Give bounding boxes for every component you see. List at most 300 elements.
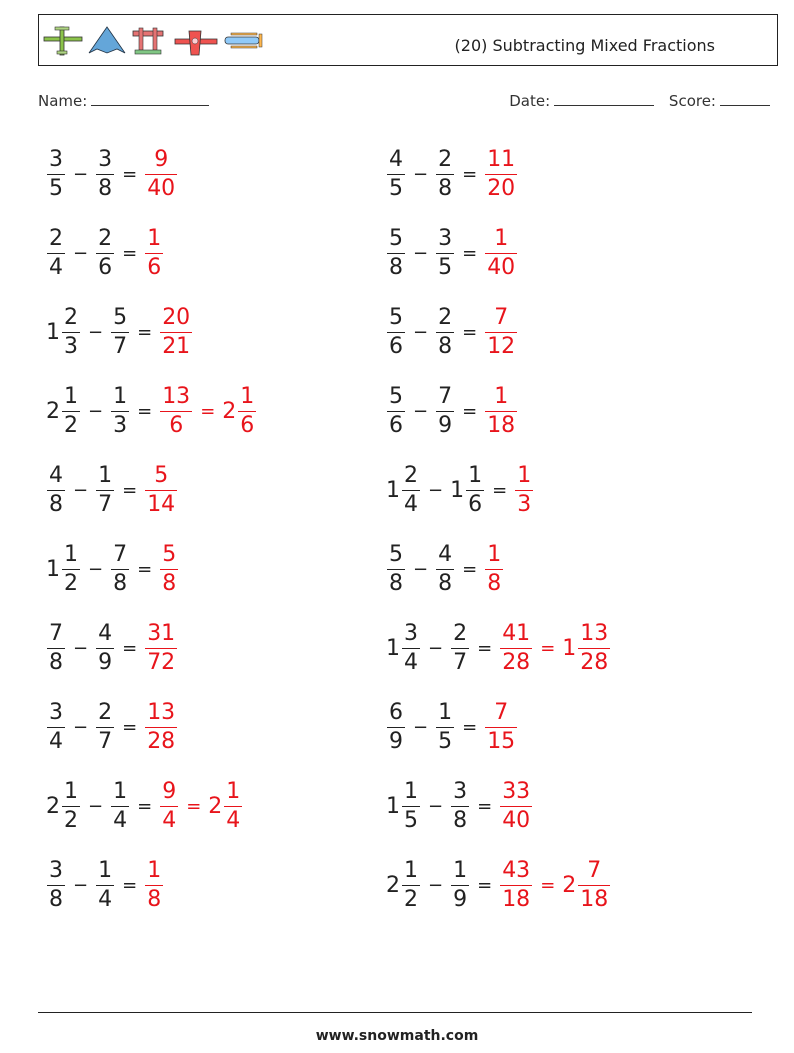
minuend-fraction-numerator: 7 <box>49 620 63 646</box>
answer-mixed-number-numerator: 7 <box>587 857 602 883</box>
subtrahend-fraction <box>436 306 454 359</box>
equals-sign: = <box>492 479 508 501</box>
minus-sign: − <box>428 479 444 501</box>
answer-mixed-number-whole: 1 <box>562 635 577 661</box>
minus-sign: − <box>413 716 429 738</box>
minuend-fraction-numerator: 1 <box>404 857 418 883</box>
answer-fraction-numerator: 1 <box>147 225 162 251</box>
subtrahend-fraction-numerator: 7 <box>438 383 453 409</box>
subtrahend-fraction <box>111 306 129 359</box>
minuend-fraction <box>402 622 420 675</box>
minuend-fraction-denominator: 4 <box>49 254 63 280</box>
subtrahend-fraction <box>111 780 129 833</box>
subtrahend-fraction-bar <box>111 332 129 333</box>
subtrahend-fraction-numerator: 1 <box>98 857 113 883</box>
subtrahend-fraction <box>111 543 129 596</box>
equals-sign: = <box>462 400 478 422</box>
minuend-fraction-numerator: 1 <box>64 541 78 567</box>
answer-fraction-denominator: 4 <box>162 807 177 833</box>
minuend-fraction-numerator: 5 <box>389 383 403 409</box>
footer-url[interactable]: www.snowmath.com <box>315 1028 479 1044</box>
minus-sign: − <box>413 400 429 422</box>
minus-sign: − <box>428 795 444 817</box>
answer-fraction-bar <box>500 885 532 886</box>
equals-sign: = <box>462 242 478 264</box>
answer-mixed-number-numerator: 1 <box>240 383 255 409</box>
plane-icon-1 <box>44 27 82 55</box>
problem-item <box>386 302 518 362</box>
subtrahend-fraction <box>451 622 469 675</box>
problem-item <box>46 460 178 520</box>
minuend-fraction-denominator: 8 <box>389 570 403 596</box>
subtrahend-fraction <box>96 859 114 912</box>
answer-fraction-bar <box>485 569 503 570</box>
problem-item <box>386 618 611 678</box>
answer-fraction <box>500 859 532 912</box>
subtrahend-fraction-bar <box>111 569 129 570</box>
minus-sign: − <box>413 163 429 185</box>
subtrahend-fraction <box>436 385 454 438</box>
answer-fraction-denominator: 72 <box>147 649 176 675</box>
answer-mixed-number-denominator: 18 <box>580 886 609 912</box>
minus-sign: − <box>413 558 429 580</box>
subtrahend-fraction-denominator: 9 <box>98 649 113 675</box>
answer <box>499 780 533 833</box>
subtrahend-fraction-bar <box>436 569 454 570</box>
answer-fraction-numerator: 1 <box>494 225 509 251</box>
answer-fraction-numerator: 1 <box>494 383 509 409</box>
answer-fraction <box>485 148 517 201</box>
answer-fraction-bar <box>145 174 177 175</box>
answer-fraction-bar <box>485 411 517 412</box>
subtrahend-fraction-denominator: 5 <box>438 728 453 754</box>
date-label: Date: <box>509 92 551 110</box>
subtrahend-fraction-denominator: 6 <box>468 491 483 517</box>
subtrahend-fraction-numerator: 2 <box>98 699 113 725</box>
answer <box>499 622 611 675</box>
answer <box>484 306 518 359</box>
minuend-fraction-numerator: 4 <box>49 462 63 488</box>
date-score-fields <box>499 92 770 110</box>
answer-mixed-number-numerator: 1 <box>226 778 241 804</box>
minuend-fraction-numerator: 1 <box>404 778 418 804</box>
answer-fraction-denominator: 15 <box>487 728 516 754</box>
answer-fraction <box>160 780 178 833</box>
problem-item <box>46 697 178 757</box>
minuend-fraction-denominator: 2 <box>64 412 78 438</box>
minuend-fraction <box>47 622 65 675</box>
subtrahend-fraction-numerator: 1 <box>98 462 113 488</box>
answer-fraction <box>145 701 177 754</box>
subtrahend-fraction-denominator: 8 <box>438 175 453 201</box>
answer <box>484 385 518 438</box>
answer-mixed-number-bar <box>578 885 610 886</box>
answer-fraction-denominator: 40 <box>147 175 176 201</box>
answer <box>484 543 504 596</box>
answer-mixed-number-denominator: 28 <box>580 649 609 675</box>
answer-equals-sign: = <box>540 637 556 659</box>
minuend-fraction-denominator: 2 <box>64 807 78 833</box>
minuend-fraction <box>402 780 420 833</box>
minus-sign: − <box>413 242 429 264</box>
minuend-fraction <box>47 701 65 754</box>
answer-fraction-denominator: 6 <box>147 254 162 280</box>
answer-fraction-bar <box>145 490 177 491</box>
plane-icon-3 <box>133 28 163 54</box>
minuend-fraction-denominator: 8 <box>49 491 63 517</box>
answer-mixed-number <box>238 385 256 438</box>
minuend-fraction-whole: 2 <box>46 398 60 424</box>
answer-fraction-numerator: 9 <box>154 146 169 172</box>
problem-item <box>386 855 611 915</box>
plane-icon-5 <box>225 33 262 48</box>
minuend-fraction-bar <box>62 806 80 807</box>
answer-mixed-number-denominator: 6 <box>240 412 255 438</box>
equals-sign: = <box>462 321 478 343</box>
subtrahend-fraction-numerator: 1 <box>453 857 468 883</box>
answer-equals-sign: = <box>186 795 202 817</box>
answer-fraction-denominator: 28 <box>147 728 176 754</box>
subtrahend-fraction-numerator: 5 <box>113 304 128 330</box>
minuend-fraction-denominator: 5 <box>389 175 403 201</box>
minuend-fraction <box>387 306 405 359</box>
answer-fraction-denominator: 20 <box>487 175 516 201</box>
subtrahend-fraction-denominator: 9 <box>453 886 468 912</box>
answer-mixed-number <box>578 622 610 675</box>
answer-fraction-denominator: 14 <box>147 491 176 517</box>
minus-sign: − <box>88 558 104 580</box>
minuend-fraction-bar <box>387 174 405 175</box>
minuend-fraction <box>402 464 420 517</box>
subtrahend-fraction-whole: 1 <box>450 477 465 503</box>
minuend-fraction-denominator: 8 <box>49 886 63 912</box>
equals-sign: = <box>137 795 153 817</box>
header-icons <box>41 23 271 63</box>
minuend-fraction-denominator: 4 <box>49 728 63 754</box>
answer-equals-sign: = <box>540 874 556 896</box>
answer-fraction-denominator: 12 <box>487 333 516 359</box>
subtrahend-fraction-numerator: 3 <box>453 778 468 804</box>
minuend-fraction-numerator: 2 <box>64 304 78 330</box>
equals-sign: = <box>122 242 138 264</box>
answer <box>144 622 178 675</box>
minuend-fraction-numerator: 2 <box>404 462 418 488</box>
subtrahend-fraction-numerator: 4 <box>438 541 453 567</box>
answer-fraction-denominator: 40 <box>487 254 516 280</box>
minuend-fraction-denominator: 6 <box>389 412 403 438</box>
minuend-fraction <box>387 701 405 754</box>
answer-fraction-denominator: 3 <box>517 491 532 517</box>
problem-item <box>386 539 504 599</box>
subtrahend-fraction-bar <box>436 174 454 175</box>
minuend-fraction-whole: 1 <box>386 477 400 503</box>
minus-sign: − <box>88 321 104 343</box>
answer <box>484 701 518 754</box>
minuend-fraction-denominator: 5 <box>404 807 418 833</box>
date-blank-line[interactable] <box>554 93 654 106</box>
minuend-fraction-bar <box>402 648 420 649</box>
score-label: Score: <box>668 92 716 110</box>
minuend-fraction-denominator: 2 <box>64 570 78 596</box>
answer-fraction <box>485 701 517 754</box>
answer-fraction-numerator: 43 <box>502 857 531 883</box>
subtrahend-fraction <box>466 464 484 517</box>
minuend-fraction <box>62 385 80 438</box>
minus-sign: − <box>73 874 89 896</box>
answer-fraction-bar <box>160 806 178 807</box>
answer <box>144 227 164 280</box>
answer-fraction-bar <box>160 332 192 333</box>
answer-fraction <box>485 385 517 438</box>
answer-fraction-numerator: 1 <box>487 541 502 567</box>
minuend-fraction <box>387 148 405 201</box>
subtrahend-fraction-bar <box>436 411 454 412</box>
answer-fraction-bar <box>160 411 192 412</box>
subtrahend-fraction-numerator: 2 <box>438 304 453 330</box>
answer-fraction <box>145 464 177 517</box>
problem-item <box>386 776 533 836</box>
minuend-fraction-numerator: 5 <box>389 304 403 330</box>
equals-sign: = <box>462 163 478 185</box>
subtrahend-fraction-denominator: 6 <box>98 254 113 280</box>
minuend-fraction-denominator: 9 <box>389 728 403 754</box>
subtrahend-fraction <box>436 227 454 280</box>
answer <box>159 385 257 438</box>
minuend-fraction-bar <box>387 569 405 570</box>
answer-mixed-number-whole: 2 <box>208 793 223 819</box>
minus-sign: − <box>73 716 89 738</box>
answer <box>159 780 243 833</box>
minuend-fraction-bar <box>402 806 420 807</box>
plane-icon-2 <box>89 27 125 53</box>
answer-fraction-bar <box>145 253 163 254</box>
minus-sign: − <box>428 874 444 896</box>
subtrahend-fraction-numerator: 2 <box>98 225 113 251</box>
subtrahend-fraction-numerator: 1 <box>438 699 453 725</box>
answer-mixed-number-whole: 2 <box>222 398 237 424</box>
subtrahend-fraction-bar <box>96 648 114 649</box>
answer-fraction-denominator: 18 <box>502 886 531 912</box>
answer-fraction <box>485 306 517 359</box>
answer-fraction-denominator: 8 <box>147 886 162 912</box>
problem-item <box>46 144 178 204</box>
answer-mixed-number <box>224 780 242 833</box>
equals-sign: = <box>477 637 493 659</box>
minus-sign: − <box>73 637 89 659</box>
subtrahend-fraction <box>436 543 454 596</box>
answer-fraction <box>485 227 517 280</box>
answer-mixed-number-numerator: 13 <box>580 620 609 646</box>
subtrahend-fraction-denominator: 4 <box>113 807 128 833</box>
minuend-fraction <box>402 859 420 912</box>
answer-fraction-numerator: 33 <box>502 778 531 804</box>
minuend-fraction-bar <box>47 253 65 254</box>
minuend-fraction-bar <box>47 885 65 886</box>
answer <box>514 464 534 517</box>
subtrahend-fraction <box>96 227 114 280</box>
answer-mixed-number-bar <box>238 411 256 412</box>
subtrahend-fraction-bar <box>466 490 484 491</box>
minuend-fraction-bar <box>387 332 405 333</box>
name-label: Name: <box>38 92 88 110</box>
minuend-fraction-bar <box>387 411 405 412</box>
subtrahend-fraction-bar <box>96 885 114 886</box>
subtrahend-fraction-numerator: 3 <box>98 146 113 172</box>
answer-fraction-denominator: 40 <box>502 807 531 833</box>
answer <box>144 464 178 517</box>
minuend-fraction <box>387 543 405 596</box>
subtrahend-fraction-bar <box>96 253 114 254</box>
problem-item <box>46 223 164 283</box>
problem-item <box>386 144 518 204</box>
minuend-fraction-numerator: 1 <box>64 778 78 804</box>
problem-item <box>46 776 243 836</box>
answer-mixed-number-bar <box>224 806 242 807</box>
subtrahend-fraction <box>96 622 114 675</box>
subtrahend-fraction <box>111 385 129 438</box>
subtrahend-fraction <box>436 148 454 201</box>
subtrahend-fraction-bar <box>96 727 114 728</box>
subtrahend-fraction-denominator: 8 <box>438 570 453 596</box>
answer <box>159 306 193 359</box>
minuend-fraction-whole: 1 <box>46 556 60 582</box>
subtrahend-fraction-denominator: 7 <box>113 333 128 359</box>
subtrahend-fraction-denominator: 4 <box>98 886 113 912</box>
equals-sign: = <box>122 637 138 659</box>
answer <box>499 859 611 912</box>
score-blank-line[interactable] <box>720 93 770 106</box>
problem-item <box>46 381 257 441</box>
name-blank-line[interactable] <box>91 93 209 106</box>
answer-fraction-denominator: 8 <box>487 570 502 596</box>
answer-fraction-numerator: 11 <box>487 146 516 172</box>
minus-sign: − <box>73 242 89 264</box>
name-field[interactable] <box>38 92 209 110</box>
minuend-fraction-bar <box>47 174 65 175</box>
answer-fraction <box>500 780 532 833</box>
answer-mixed-number-bar <box>578 648 610 649</box>
minuend-fraction-numerator: 5 <box>389 225 403 251</box>
answer-fraction-numerator: 13 <box>162 383 191 409</box>
subtrahend-fraction-bar <box>111 411 129 412</box>
minuend-fraction <box>47 227 65 280</box>
problem-item <box>386 223 518 283</box>
answer <box>144 859 164 912</box>
minuend-fraction-denominator: 2 <box>404 886 418 912</box>
minuend-fraction-denominator: 6 <box>389 333 403 359</box>
minuend-fraction-whole: 2 <box>46 793 60 819</box>
minuend-fraction <box>47 859 65 912</box>
answer-fraction-bar <box>485 727 517 728</box>
minuend-fraction-denominator: 8 <box>389 254 403 280</box>
subtrahend-fraction-bar <box>96 490 114 491</box>
answer-mixed-number <box>578 859 610 912</box>
equals-sign: = <box>122 874 138 896</box>
subtrahend-fraction-numerator: 4 <box>98 620 113 646</box>
subtrahend-fraction-denominator: 7 <box>453 649 468 675</box>
problem-item <box>386 697 518 757</box>
answer-fraction <box>485 543 503 596</box>
answer-fraction-numerator: 7 <box>494 699 509 725</box>
answer-fraction-numerator: 20 <box>162 304 191 330</box>
minuend-fraction <box>62 543 80 596</box>
answer-fraction <box>160 306 192 359</box>
minuend-fraction-numerator: 3 <box>49 699 63 725</box>
subtrahend-fraction-denominator: 3 <box>113 412 128 438</box>
problem-item <box>386 460 534 520</box>
minuend-fraction-whole: 1 <box>46 319 60 345</box>
answer-mixed-number-denominator: 4 <box>226 807 241 833</box>
subtrahend-fraction <box>96 148 114 201</box>
footer-divider <box>38 1012 752 1013</box>
subtrahend-fraction-denominator: 5 <box>438 254 453 280</box>
minuend-fraction <box>387 385 405 438</box>
minuend-fraction <box>47 148 65 201</box>
minuend-fraction-bar <box>402 885 420 886</box>
subtrahend-fraction <box>96 464 114 517</box>
minus-sign: − <box>88 400 104 422</box>
answer-fraction <box>160 543 178 596</box>
answer-fraction-numerator: 1 <box>147 857 162 883</box>
equals-sign: = <box>137 321 153 343</box>
answer-fraction-bar <box>500 648 532 649</box>
answer-fraction <box>145 622 177 675</box>
subtrahend-fraction <box>451 780 469 833</box>
minuend-fraction <box>47 464 65 517</box>
answer-fraction-bar <box>145 648 177 649</box>
answer-fraction-bar <box>485 332 517 333</box>
answer-fraction-numerator: 5 <box>162 541 177 567</box>
subtrahend-fraction-denominator: 7 <box>98 491 113 517</box>
minuend-fraction <box>62 780 80 833</box>
answer-fraction <box>145 227 163 280</box>
subtrahend-fraction <box>436 701 454 754</box>
answer-fraction <box>145 148 177 201</box>
equals-sign: = <box>122 163 138 185</box>
score-field[interactable] <box>669 92 770 110</box>
minus-sign: − <box>428 637 444 659</box>
minuend-fraction-denominator: 5 <box>49 175 63 201</box>
equals-sign: = <box>462 716 478 738</box>
subtrahend-fraction-bar <box>436 727 454 728</box>
subtrahend-fraction <box>451 859 469 912</box>
answer-fraction <box>500 622 532 675</box>
answer-fraction-numerator: 9 <box>162 778 177 804</box>
answer-fraction <box>160 385 192 438</box>
subtrahend-fraction-bar <box>451 648 469 649</box>
answer-fraction-numerator: 7 <box>494 304 509 330</box>
problem-item <box>46 855 164 915</box>
minuend-fraction-bar <box>62 332 80 333</box>
subtrahend-fraction-numerator: 7 <box>113 541 128 567</box>
subtrahend-fraction-numerator: 3 <box>438 225 453 251</box>
minuend-fraction-numerator: 3 <box>49 146 63 172</box>
header-box <box>38 14 778 66</box>
minuend-fraction-denominator: 4 <box>404 649 418 675</box>
answer-fraction-denominator: 28 <box>502 649 531 675</box>
answer-fraction-bar <box>145 727 177 728</box>
minuend-fraction-denominator: 8 <box>49 649 63 675</box>
equals-sign: = <box>462 558 478 580</box>
subtrahend-fraction-denominator: 8 <box>453 807 468 833</box>
problem-item <box>46 539 179 599</box>
subtrahend-fraction-bar <box>111 806 129 807</box>
date-field[interactable] <box>509 92 654 110</box>
answer-fraction-numerator: 5 <box>154 462 169 488</box>
subtrahend-fraction-numerator: 2 <box>453 620 468 646</box>
answer-fraction-numerator: 1 <box>517 462 532 488</box>
answer-fraction-bar <box>485 174 517 175</box>
